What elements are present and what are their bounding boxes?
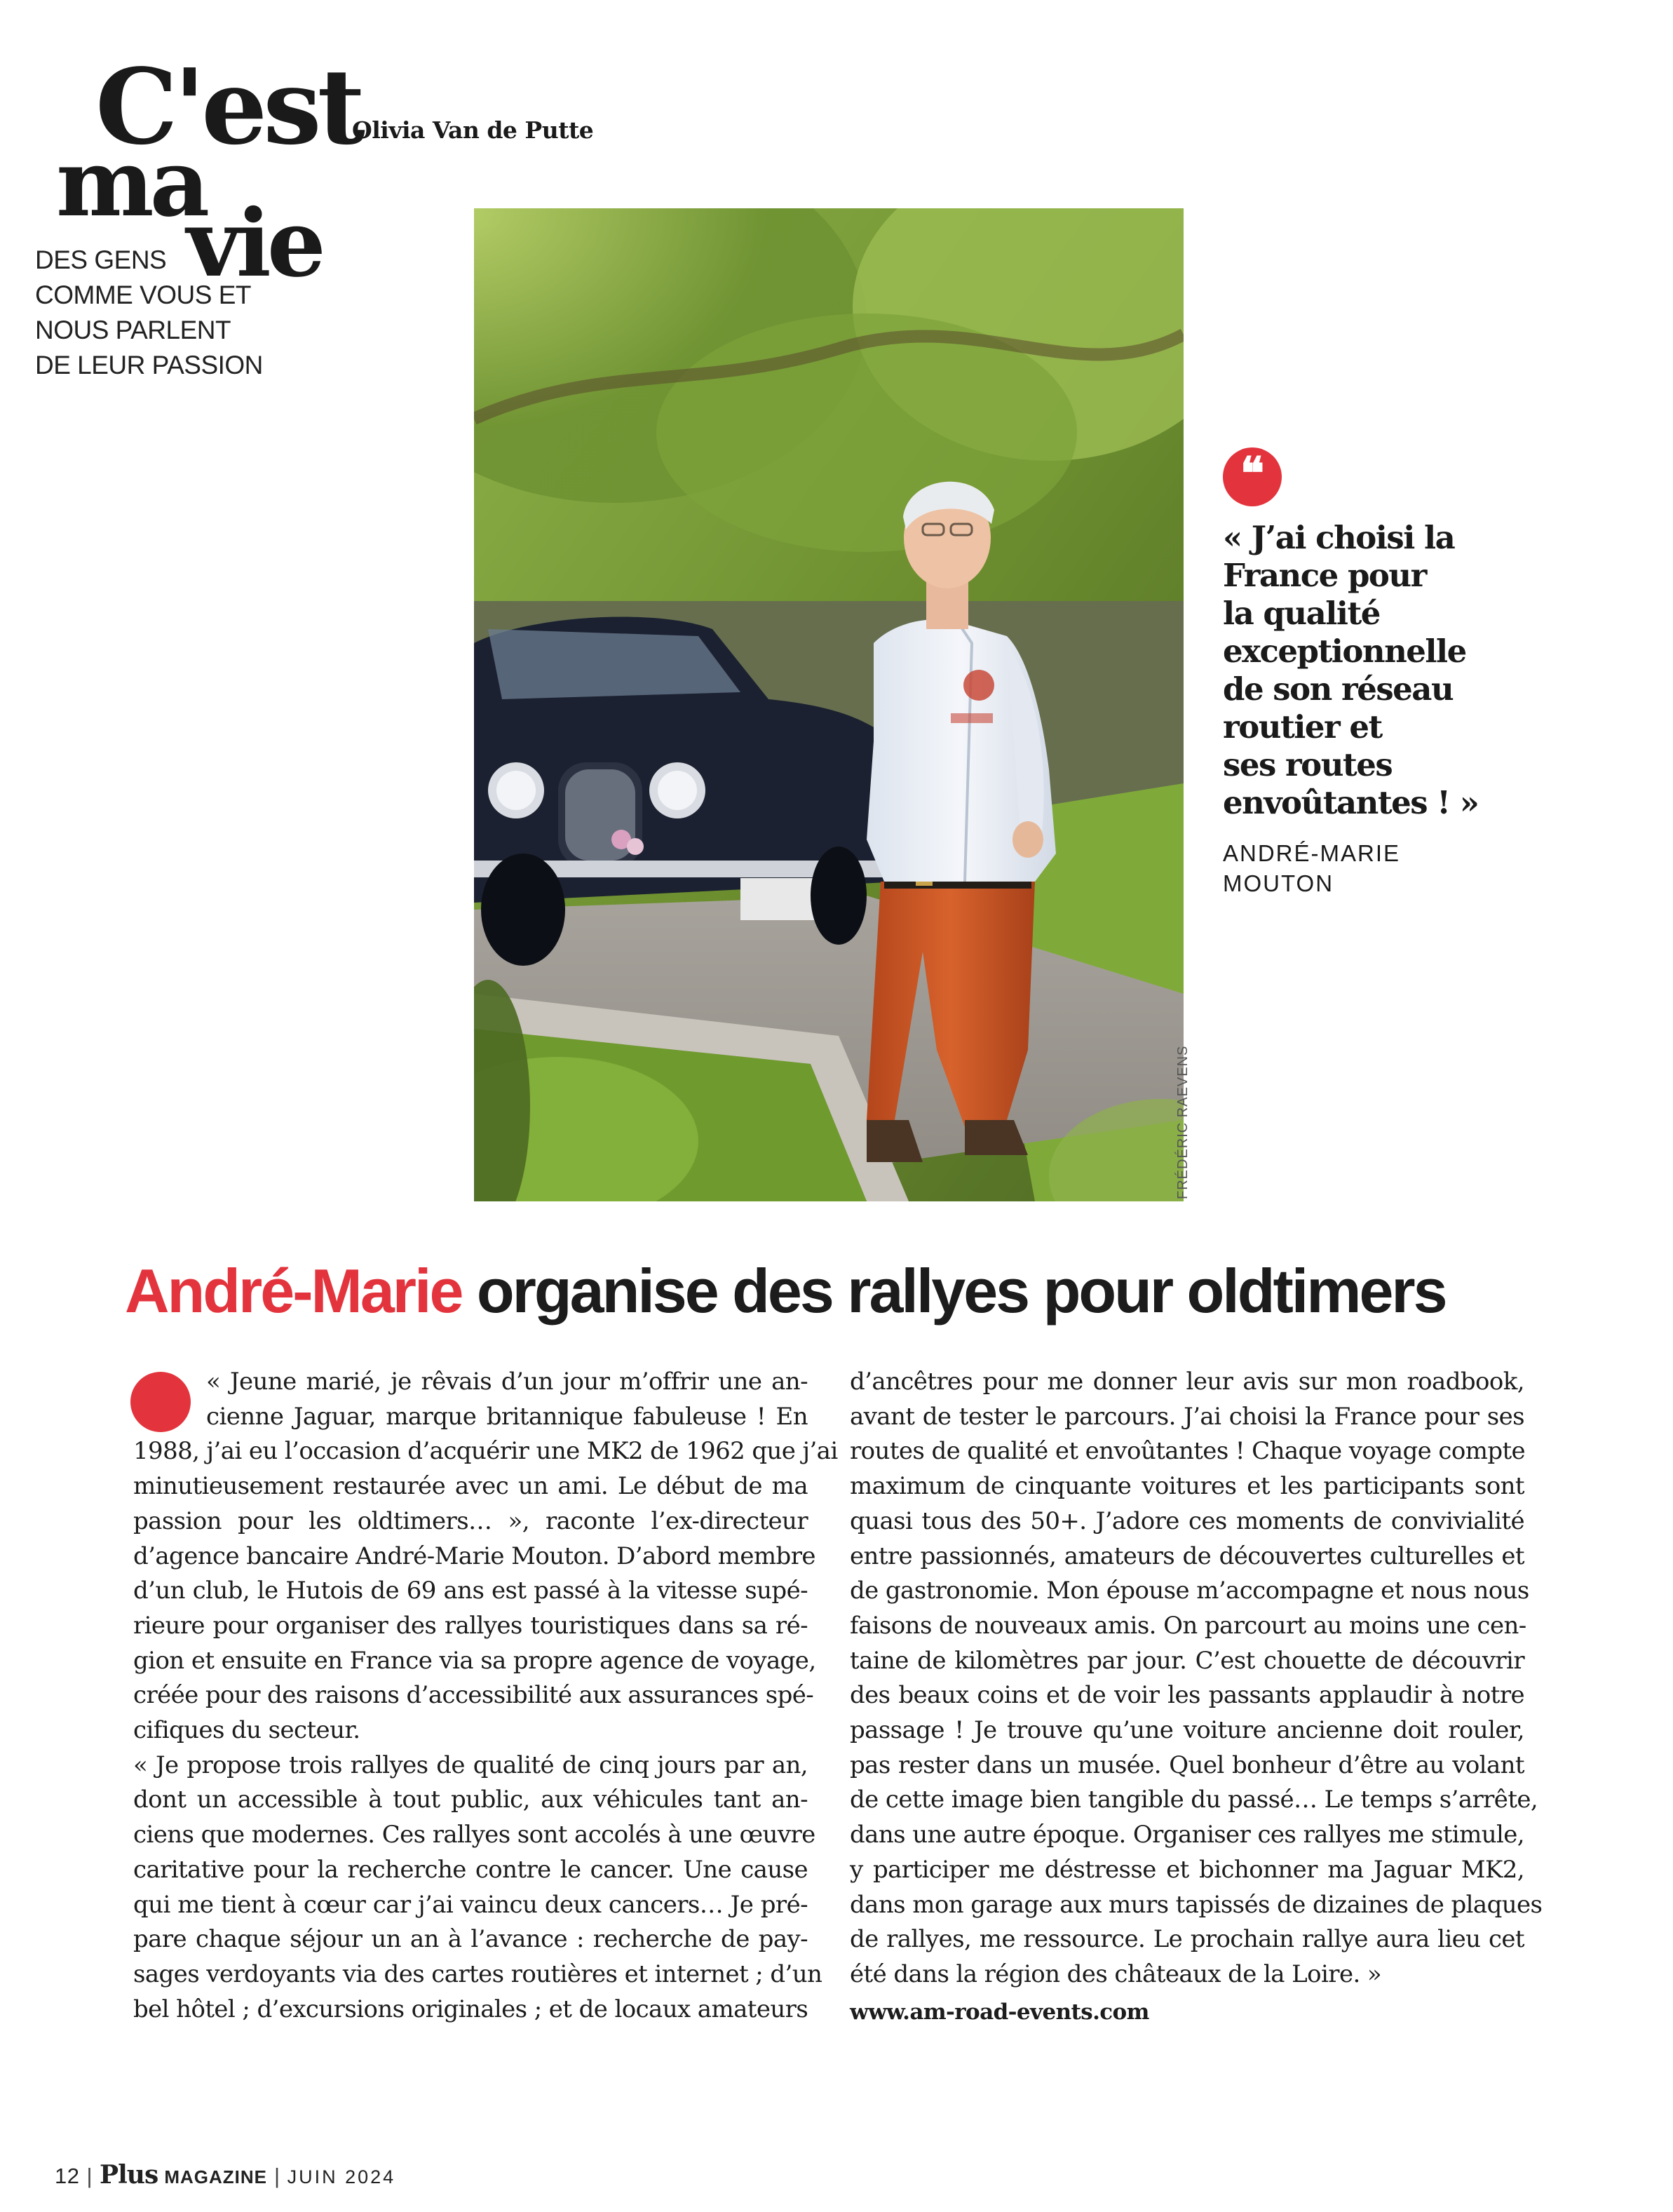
body-line: cienne Jaguar, marque britannique fabuleuse ! En — [206, 1402, 808, 1431]
magazine-label: MAGAZINE — [164, 2166, 268, 2187]
kicker-line: DE LEUR PASSION — [35, 351, 263, 379]
headline-accent-name: André-Marie — [125, 1256, 462, 1326]
body-line: sages verdoyants via des cartes routières et internet ; d’un — [133, 1960, 822, 1988]
pull-quote-line: France pour — [1223, 557, 1426, 594]
page-number: 12 — [55, 2164, 80, 2188]
pull-quote-line: routier et — [1223, 708, 1382, 746]
body-line: taine de kilomètres par jour. C’est chouette de découvrir — [850, 1646, 1524, 1675]
body-line: qui me tient à cœur car j’ai vaincu deux cancers… Je pré- — [133, 1890, 808, 1919]
pull-quote-line: de son réseau — [1223, 670, 1454, 708]
article-headline — [125, 1255, 1446, 1327]
website-link[interactable]: www.am-road-events.com — [850, 1999, 1149, 2025]
body-line: entre passionnés, amateurs de découvertes culturelles et — [850, 1542, 1524, 1570]
body-line: « Je propose trois rallyes de qualité de cinq jours par an, — [133, 1751, 808, 1779]
body-line: d’agence bancaire André-Marie Mouton. D’abord membre — [133, 1542, 815, 1570]
photo-credit: FRÉDÉRIC RAEVENS — [1175, 1045, 1191, 1199]
magazine-brand: Plus — [100, 2160, 158, 2190]
body-line: caritative pour la recherche contre le cancer. Une cause — [133, 1855, 808, 1884]
body-line: d’ancêtres pour me donner leur avis sur mon roadbook, — [850, 1368, 1524, 1396]
body-line: de rallyes, me ressource. Le prochain rallye aura lieu cet — [850, 1925, 1524, 1954]
section-title-line-2: ma — [56, 129, 206, 238]
quote-glyph: ❝ — [1240, 447, 1265, 500]
body-line: avant de tester le parcours. J’ai choisi la France pour ses — [850, 1402, 1524, 1431]
body-line: des beaux coins et de voir les passants applaudir à notre — [850, 1681, 1524, 1710]
footer-divider: | — [274, 2164, 280, 2188]
kicker-line: NOUS PARLENT — [35, 316, 231, 344]
body-line: ciens que modernes. Ces rallyes sont accolés à une œuvre — [133, 1821, 815, 1849]
body-line: « Jeune marié, je rêvais d’un jour m’offrir une an- — [206, 1368, 808, 1396]
body-line: pare chaque séjour un an à l’avance : recherche de pay- — [133, 1925, 808, 1954]
body-line: été dans la région des châteaux de la Loire. » — [850, 1960, 1382, 1988]
headline-rest: organise des rallyes pour oldtimers — [461, 1256, 1446, 1326]
quote-author-line: MOUTON — [1223, 870, 1334, 896]
footer-divider: | — [86, 2164, 93, 2188]
pull-quote-author — [1223, 838, 1400, 898]
body-line: d’un club, le Hutois de 69 ans est passé à la vitesse supé- — [133, 1577, 808, 1605]
pull-quote-line: ses routes — [1223, 746, 1393, 783]
portrait-photo — [474, 208, 1184, 1201]
kicker-line: COMME VOUS ET — [35, 281, 252, 309]
body-line: passage ! Je trouve qu’une voiture ancienne doit rouler, — [850, 1716, 1524, 1745]
body-line: pas rester dans un musée. Quel bonheur d’être au volant — [850, 1751, 1524, 1779]
body-line: minutieusement restaurée avec un ami. Le début de ma — [133, 1472, 808, 1501]
article-column-right — [850, 1365, 1543, 2030]
kicker-line: DES GENS — [35, 245, 167, 274]
pull-quote-line: exceptionnelle — [1223, 633, 1466, 670]
body-line: 1988, j’ai eu l’occasion d’acquérir une MK2 de 1962 que j’ai — [133, 1437, 838, 1466]
pull-quote-line: la qualité — [1223, 595, 1380, 632]
body-line: dans mon garage aux murs tapissés de dizaines de plaques — [850, 1890, 1543, 1919]
section-title-line-3: vie — [187, 189, 322, 298]
quote-author-line: ANDRÉ-MARIE — [1223, 840, 1401, 866]
body-line: bel hôtel ; d’excursions originales ; et de locaux amateurs — [133, 1995, 808, 2023]
body-line: cifiques du secteur. — [133, 1716, 360, 1745]
body-line: faisons de nouveaux amis. On parcourt au moins une cen- — [850, 1611, 1526, 1640]
body-line: rieure pour organiser des rallyes touristiques dans sa ré- — [133, 1611, 808, 1640]
page-footer — [55, 2160, 395, 2190]
body-line: gion et ensuite en France via sa propre agence de voyage, — [133, 1646, 816, 1675]
body-line: créée pour des raisons d’accessibilité aux assurances spé- — [133, 1681, 814, 1710]
author-byline: Olivia Van de Putte — [352, 116, 594, 144]
body-line: dont un accessible à tout public, aux véhicules tant an- — [133, 1786, 808, 1814]
pull-quote-line: envoûtantes ! » — [1223, 784, 1479, 821]
body-line: quasi tous des 50+. J’adore ces moments de convivialité — [850, 1506, 1524, 1535]
pull-quote-line: « J’ai choisi la — [1223, 519, 1455, 556]
body-line: de cette image bien tangible du passé… Le temps s’arrête, — [850, 1786, 1538, 1814]
pull-quote — [1223, 519, 1517, 822]
quote-marks-icon — [1223, 447, 1282, 506]
body-line: routes de qualité et envoûtantes ! Chaque voyage compte — [850, 1437, 1526, 1466]
body-line: y participer me déstresse et bichonner ma Jaguar MK2, — [850, 1855, 1524, 1884]
section-title-line-1: C'est — [95, 46, 361, 168]
body-line: dans une autre époque. Organiser ces rallyes me stimule, — [850, 1821, 1525, 1849]
issue-date: JUIN 2024 — [287, 2166, 396, 2187]
body-line: maximum de cinquante voitures et les participants sont — [850, 1472, 1524, 1501]
section-kicker — [35, 243, 273, 383]
body-line: passion pour les oldtimers… », raconte l’ex-directeur — [133, 1506, 808, 1535]
body-line: de gastronomie. Mon épouse m’accompagne et nous nous — [850, 1577, 1529, 1605]
article-column-left — [133, 1365, 838, 2027]
